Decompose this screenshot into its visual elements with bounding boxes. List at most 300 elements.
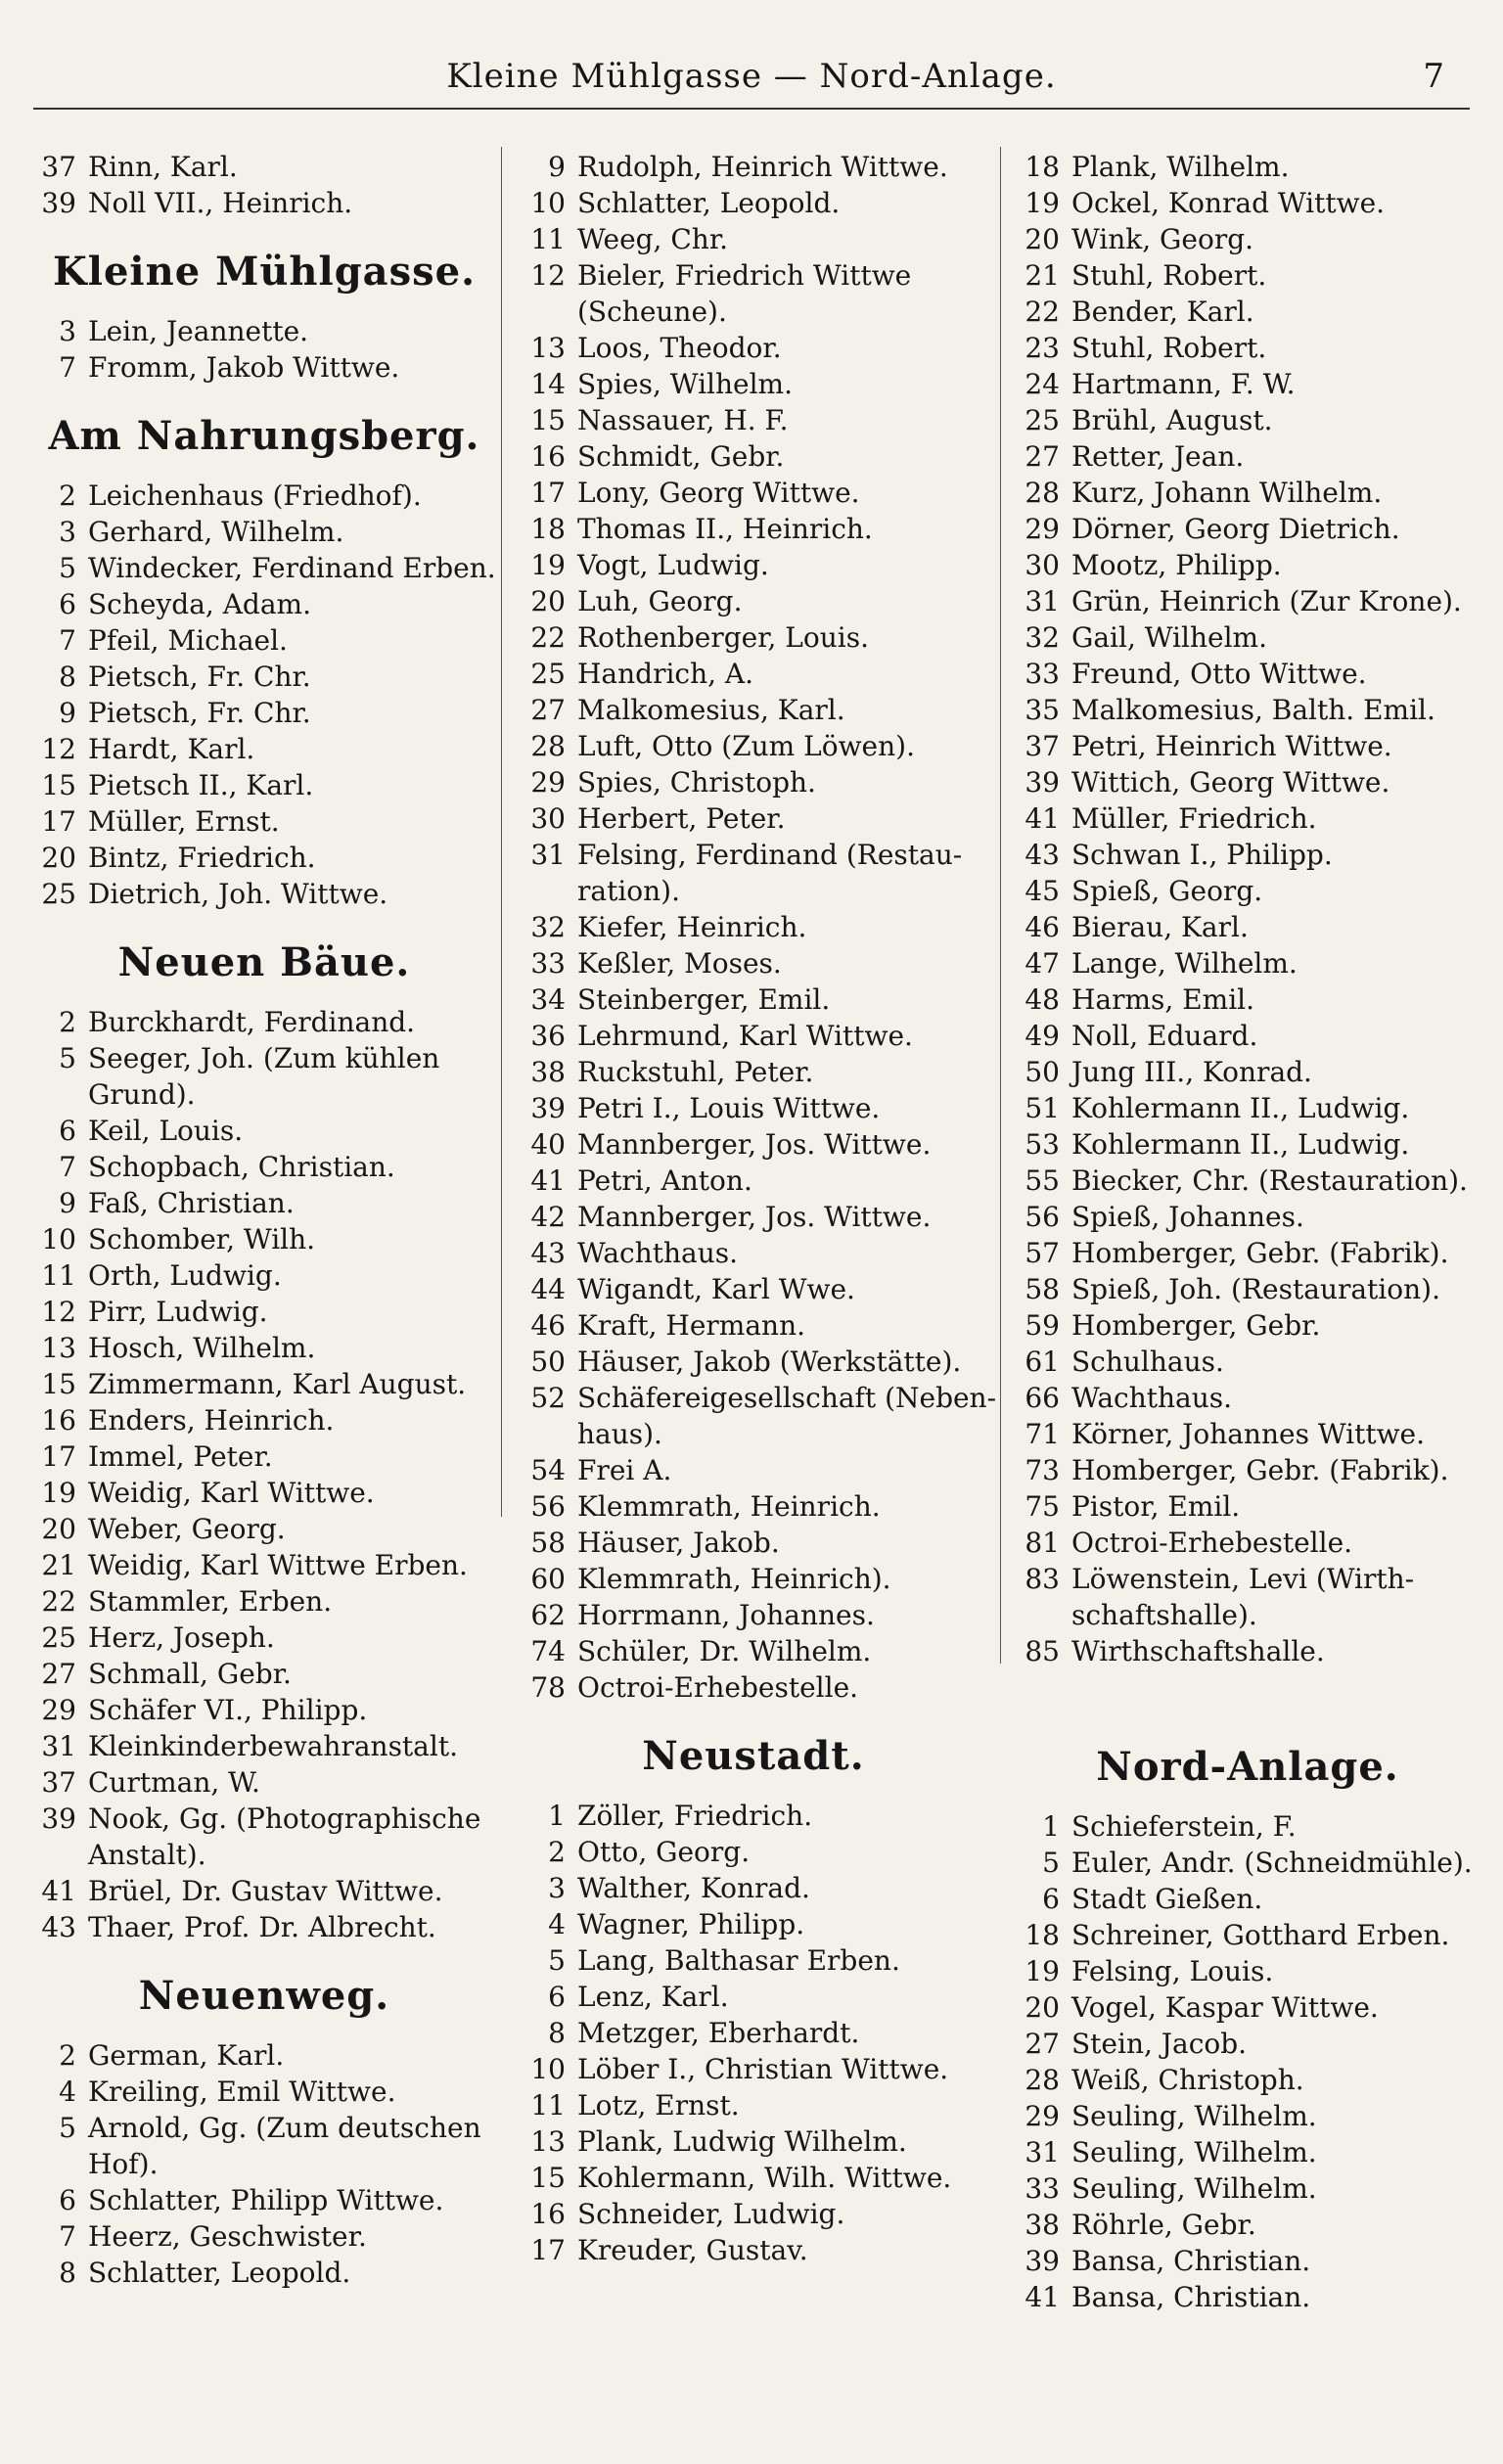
resident-name: Lony, Georg Wittwe. bbox=[577, 477, 860, 509]
resident-name: Brüel, Dr. Gustav Wittwe. bbox=[88, 1875, 443, 1907]
resident-name: Frei A. bbox=[577, 1454, 672, 1486]
resident-name: Herbert, Peter. bbox=[577, 802, 786, 835]
address-entry bbox=[519, 2196, 988, 2232]
address-entry bbox=[519, 2232, 988, 2268]
address-entry bbox=[29, 1475, 499, 1511]
resident-name: Horrmann, Johannes. bbox=[577, 1599, 875, 1631]
house-number: 8 bbox=[59, 661, 76, 693]
address-entry bbox=[29, 1728, 499, 1764]
address-entry bbox=[29, 1764, 499, 1801]
resident-name: Thomas II., Heinrich. bbox=[577, 513, 873, 545]
resident-name: Arnold, Gg. (Zum deutschen bbox=[88, 2112, 481, 2144]
address-entry bbox=[1013, 2098, 1482, 2134]
resident-name: Petri I., Louis Wittwe. bbox=[577, 1092, 881, 1124]
resident-name: Weidig, Karl Wittwe Erben. bbox=[88, 1549, 468, 1581]
resident-name: Rothenberger, Louis. bbox=[577, 621, 870, 654]
house-number: 39 bbox=[41, 187, 76, 219]
address-entry bbox=[1013, 294, 1482, 330]
address-entry bbox=[1013, 2062, 1482, 2098]
house-number: 3 bbox=[59, 516, 76, 548]
house-number: 31 bbox=[530, 839, 566, 871]
house-number: 17 bbox=[530, 477, 566, 509]
resident-name: Seuling, Wilhelm. bbox=[1071, 2136, 1317, 2168]
house-number: 47 bbox=[1025, 947, 1060, 980]
house-number: 53 bbox=[1025, 1128, 1060, 1161]
house-number: 17 bbox=[530, 2234, 566, 2266]
resident-name: Mannberger, Jos. Wittwe. bbox=[577, 1128, 932, 1161]
resident-name: Hartmann, F. W. bbox=[1071, 368, 1296, 400]
address-entry bbox=[1013, 402, 1482, 438]
resident-name: Schäfer VI., Philipp. bbox=[88, 1694, 368, 1726]
address-entry bbox=[1013, 1561, 1482, 1597]
house-number: 58 bbox=[1025, 1273, 1060, 1305]
house-number: 28 bbox=[1025, 477, 1060, 509]
address-entry bbox=[29, 1040, 499, 1076]
address-entry bbox=[519, 1344, 988, 1380]
house-number: 2 bbox=[59, 1006, 76, 1038]
house-number: 5 bbox=[59, 1042, 76, 1074]
street-heading: Am Nahrungsberg. bbox=[48, 413, 480, 459]
resident-name: Hof). bbox=[88, 2148, 159, 2180]
address-entry bbox=[519, 1525, 988, 1561]
resident-name: Schreiner, Gotthard Erben. bbox=[1071, 1919, 1450, 1951]
address-entry bbox=[519, 149, 988, 185]
address-entry bbox=[1013, 728, 1482, 764]
address-entry bbox=[29, 731, 499, 767]
resident-name: Burckhardt, Ferdinand. bbox=[88, 1006, 416, 1038]
resident-name: Müller, Friedrich. bbox=[1071, 802, 1317, 835]
address-entry bbox=[519, 1633, 988, 1669]
address-entry bbox=[29, 149, 499, 185]
house-number: 33 bbox=[1025, 658, 1060, 690]
house-number: 27 bbox=[41, 1658, 76, 1690]
house-number bbox=[29, 1076, 88, 1113]
street-heading: Kleine Mühlgasse. bbox=[53, 249, 476, 295]
address-entry bbox=[1013, 909, 1482, 945]
resident-name: Wink, Georg. bbox=[1071, 223, 1254, 255]
address-entry bbox=[29, 2074, 499, 2110]
address-entry bbox=[1013, 1163, 1482, 1199]
house-number: 18 bbox=[530, 513, 566, 545]
resident-name: Weber, Georg. bbox=[88, 1513, 286, 1545]
resident-name: Pfeil, Michael. bbox=[88, 624, 288, 657]
resident-name: Kohlermann II., Ludwig. bbox=[1071, 1092, 1410, 1124]
house-number: 48 bbox=[1025, 983, 1060, 1016]
house-number: 6 bbox=[548, 1981, 566, 2013]
resident-name: Homberger, Gebr. bbox=[1071, 1309, 1321, 1342]
resident-name: Pietsch, Fr. Chr. bbox=[88, 697, 311, 729]
resident-name: Metzger, Eberhardt. bbox=[577, 2017, 860, 2049]
resident-name: Spieß, Georg. bbox=[1071, 875, 1263, 907]
resident-name: Jung III., Konrad. bbox=[1071, 1056, 1312, 1088]
resident-name: Körner, Johannes Wittwe. bbox=[1071, 1418, 1426, 1450]
house-number: 83 bbox=[1025, 1563, 1060, 1595]
address-entry bbox=[29, 185, 499, 221]
house-number: 7 bbox=[59, 624, 76, 657]
address-entry bbox=[29, 313, 499, 349]
house-number: 27 bbox=[1025, 440, 1060, 473]
house-number: 2 bbox=[548, 1836, 566, 1868]
address-entry bbox=[29, 695, 499, 731]
house-number: 37 bbox=[41, 151, 76, 183]
resident-name: Häuser, Jakob. bbox=[577, 1527, 780, 1559]
house-number: 21 bbox=[1025, 259, 1060, 292]
address-entry bbox=[29, 1801, 499, 1837]
house-number: 13 bbox=[530, 332, 566, 364]
resident-name: Plank, Wilhelm. bbox=[1071, 151, 1290, 183]
resident-name: Bansa, Christian. bbox=[1071, 2281, 1311, 2313]
address-entry bbox=[519, 1906, 988, 1942]
house-number: 10 bbox=[41, 1223, 76, 1255]
resident-name: Pietsch, Fr. Chr. bbox=[88, 661, 311, 693]
address-entry bbox=[519, 511, 988, 547]
address-entry bbox=[1013, 1452, 1482, 1488]
address-entry bbox=[29, 840, 499, 876]
house-number bbox=[29, 1837, 88, 1873]
house-number: 25 bbox=[41, 878, 76, 910]
resident-name: Vogel, Kaspar Wittwe. bbox=[1071, 1991, 1379, 2024]
house-number: 38 bbox=[530, 1056, 566, 1088]
resident-name: Kurz, Johann Wilhelm. bbox=[1071, 477, 1383, 509]
column-divider-left bbox=[501, 147, 502, 1517]
house-number: 15 bbox=[530, 2162, 566, 2194]
address-entry bbox=[29, 767, 499, 803]
resident-name: Otto, Georg. bbox=[577, 1836, 751, 1868]
address-entry bbox=[1013, 1989, 1482, 2026]
house-number: 38 bbox=[1025, 2209, 1060, 2241]
address-entry bbox=[29, 478, 499, 514]
house-number: 18 bbox=[1025, 151, 1060, 183]
page-number: 7 bbox=[1423, 57, 1444, 96]
house-number: 19 bbox=[1025, 187, 1060, 219]
house-number: 75 bbox=[1025, 1490, 1060, 1523]
resident-name: Felsing, Louis. bbox=[1071, 1955, 1274, 1987]
address-entry bbox=[519, 2123, 988, 2160]
resident-name: Grund). bbox=[88, 1078, 196, 1111]
resident-name: Felsing, Ferdinand (Restau- bbox=[577, 839, 963, 871]
address-entry bbox=[519, 945, 988, 981]
address-entry bbox=[1013, 656, 1482, 692]
resident-name: Gerhard, Wilhelm. bbox=[88, 516, 344, 548]
address-entry bbox=[519, 2160, 988, 2196]
resident-name: Malkomesius, Karl. bbox=[577, 694, 845, 726]
address-entry bbox=[1013, 2279, 1482, 2315]
address-entry bbox=[519, 1561, 988, 1597]
house-number: 11 bbox=[41, 1259, 76, 1292]
house-number: 29 bbox=[41, 1694, 76, 1726]
resident-name: Schmidt, Gebr. bbox=[577, 440, 785, 473]
resident-name: Hardt, Karl. bbox=[88, 733, 255, 765]
resident-name: Walther, Konrad. bbox=[577, 1872, 810, 1904]
house-number: 15 bbox=[41, 769, 76, 801]
resident-name: Lange, Wilhelm. bbox=[1071, 947, 1298, 980]
address-entry bbox=[1013, 438, 1482, 475]
address-entry bbox=[519, 1271, 988, 1307]
resident-name: Noll, Eduard. bbox=[1071, 1020, 1258, 1052]
address-entry bbox=[1013, 1881, 1482, 1917]
address-entry bbox=[1013, 1090, 1482, 1126]
house-number: 3 bbox=[548, 1872, 566, 1904]
house-number: 66 bbox=[1025, 1382, 1060, 1414]
resident-name: Bieler, Friedrich Wittwe bbox=[577, 259, 912, 292]
address-entry bbox=[29, 2218, 499, 2255]
house-number: 29 bbox=[530, 766, 566, 799]
house-number: 6 bbox=[59, 1115, 76, 1147]
resident-name: Steinberger, Emil. bbox=[577, 983, 831, 1016]
header-rule bbox=[33, 108, 1470, 110]
resident-name: Rudolph, Heinrich Wittwe. bbox=[577, 151, 948, 183]
resident-name: Lein, Jeannette. bbox=[88, 315, 309, 347]
house-number: 29 bbox=[1025, 513, 1060, 545]
house-number: 16 bbox=[530, 2198, 566, 2230]
address-entry bbox=[519, 1979, 988, 2015]
resident-name: Faß, Christian. bbox=[88, 1187, 295, 1219]
address-entry bbox=[1013, 1344, 1482, 1380]
house-number: 33 bbox=[1025, 2172, 1060, 2205]
section-spacer bbox=[1013, 1669, 1482, 1716]
entry-continuation bbox=[29, 2146, 499, 2182]
house-number: 13 bbox=[41, 1332, 76, 1364]
house-number: 20 bbox=[530, 585, 566, 617]
house-number: 9 bbox=[548, 151, 566, 183]
address-entry bbox=[29, 2255, 499, 2291]
resident-name: Röhrle, Gebr. bbox=[1071, 2209, 1256, 2241]
resident-name: Homberger, Gebr. (Fabrik). bbox=[1071, 1454, 1449, 1486]
address-entry bbox=[519, 1798, 988, 1834]
entry-continuation bbox=[519, 294, 988, 330]
address-entry bbox=[29, 1402, 499, 1438]
house-number: 19 bbox=[41, 1477, 76, 1509]
address-entry bbox=[519, 330, 988, 366]
resident-name: Schlatter, Philipp Wittwe. bbox=[88, 2184, 444, 2216]
address-entry bbox=[519, 1488, 988, 1525]
address-entry bbox=[519, 547, 988, 583]
address-entry bbox=[1013, 185, 1482, 221]
address-entry bbox=[29, 803, 499, 840]
resident-name: Luh, Georg. bbox=[577, 585, 743, 617]
address-entry bbox=[519, 1054, 988, 1090]
house-number: 37 bbox=[41, 1766, 76, 1799]
house-number: 81 bbox=[1025, 1527, 1060, 1559]
house-number: 37 bbox=[1025, 730, 1060, 762]
resident-name: Weiß, Christoph. bbox=[1071, 2064, 1304, 2096]
house-number: 24 bbox=[1025, 368, 1060, 400]
house-number: 4 bbox=[548, 1908, 566, 1940]
address-entry bbox=[1013, 873, 1482, 909]
address-entry bbox=[1013, 837, 1482, 873]
resident-name: Schmall, Gebr. bbox=[88, 1658, 292, 1690]
resident-name: Handrich, A. bbox=[577, 658, 754, 690]
address-entry bbox=[29, 550, 499, 586]
resident-name: Brühl, August. bbox=[1071, 404, 1273, 436]
house-number: 71 bbox=[1025, 1418, 1060, 1450]
entry-continuation bbox=[519, 1416, 988, 1452]
address-entry bbox=[519, 2051, 988, 2087]
address-entry bbox=[1013, 1018, 1482, 1054]
house-number: 28 bbox=[1025, 2064, 1060, 2096]
house-number: 39 bbox=[530, 1092, 566, 1124]
house-number: 85 bbox=[1025, 1635, 1060, 1667]
street-heading: Nord-Anlage. bbox=[1096, 1744, 1399, 1790]
resident-name: Freund, Otto Wittwe. bbox=[1071, 658, 1367, 690]
resident-name: Plank, Ludwig Wilhelm. bbox=[577, 2125, 907, 2158]
address-entry bbox=[29, 1113, 499, 1149]
address-entry bbox=[1013, 1054, 1482, 1090]
resident-name: Schwan I., Philipp. bbox=[1071, 839, 1333, 871]
house-number: 60 bbox=[530, 1563, 566, 1595]
house-number: 10 bbox=[530, 187, 566, 219]
address-entry bbox=[519, 728, 988, 764]
address-entry bbox=[29, 1366, 499, 1402]
house-number: 25 bbox=[1025, 404, 1060, 436]
resident-name: Petri, Heinrich Wittwe. bbox=[1071, 730, 1392, 762]
house-number: 31 bbox=[41, 1730, 76, 1762]
resident-name: Bierau, Karl. bbox=[1071, 911, 1249, 943]
address-entry bbox=[29, 1004, 499, 1040]
house-number: 39 bbox=[1025, 2245, 1060, 2277]
house-number: 15 bbox=[530, 404, 566, 436]
house-number: 22 bbox=[41, 1585, 76, 1618]
house-number: 5 bbox=[548, 1944, 566, 1977]
address-entry bbox=[519, 2015, 988, 2051]
resident-name: Herz, Joseph. bbox=[88, 1621, 275, 1654]
address-entry bbox=[29, 1583, 499, 1620]
house-number: 41 bbox=[41, 1875, 76, 1907]
resident-name: Harms, Emil. bbox=[1071, 983, 1255, 1016]
address-entry bbox=[519, 1834, 988, 1870]
column-2 bbox=[519, 149, 997, 2268]
house-number bbox=[519, 873, 577, 909]
house-number: 2 bbox=[59, 2039, 76, 2072]
address-entry bbox=[519, 402, 988, 438]
resident-name: Grün, Heinrich (Zur Krone). bbox=[1071, 585, 1462, 617]
address-entry bbox=[1013, 1953, 1482, 1989]
resident-name: Pistor, Emil. bbox=[1071, 1490, 1241, 1523]
page-header bbox=[0, 57, 1503, 115]
address-entry bbox=[1013, 149, 1482, 185]
house-number: 46 bbox=[1025, 911, 1060, 943]
resident-name: Scheyda, Adam. bbox=[88, 588, 311, 620]
house-number: 20 bbox=[41, 842, 76, 874]
resident-name: Pirr, Ludwig. bbox=[88, 1296, 268, 1328]
resident-name: Biecker, Chr. (Restauration). bbox=[1071, 1164, 1468, 1197]
address-entry bbox=[1013, 945, 1482, 981]
house-number: 78 bbox=[530, 1671, 566, 1704]
house-number: 19 bbox=[530, 549, 566, 581]
address-entry bbox=[1013, 221, 1482, 257]
house-number: 28 bbox=[530, 730, 566, 762]
house-number: 41 bbox=[530, 1164, 566, 1197]
house-number: 7 bbox=[59, 351, 76, 384]
address-entry bbox=[519, 909, 988, 945]
address-entry bbox=[1013, 1199, 1482, 1235]
resident-name: Hosch, Wilhelm. bbox=[88, 1332, 316, 1364]
resident-name: Kraft, Hermann. bbox=[577, 1309, 805, 1342]
house-number: 9 bbox=[59, 1187, 76, 1219]
house-number: 25 bbox=[530, 658, 566, 690]
resident-name: Kreiling, Emil Wittwe. bbox=[88, 2076, 396, 2108]
resident-name: Nassauer, H. F. bbox=[577, 404, 789, 436]
resident-name: Orth, Ludwig. bbox=[88, 1259, 282, 1292]
resident-name: Thaer, Prof. Dr. Albrecht. bbox=[88, 1911, 436, 1943]
house-number: 74 bbox=[530, 1635, 566, 1667]
house-number: 35 bbox=[1025, 694, 1060, 726]
resident-name: Schopbach, Christian. bbox=[88, 1151, 395, 1183]
house-number: 43 bbox=[530, 1237, 566, 1269]
resident-name: Vogt, Ludwig. bbox=[577, 549, 769, 581]
resident-name: Stadt Gießen. bbox=[1071, 1883, 1263, 1915]
resident-name: Wagner, Philipp. bbox=[577, 1908, 805, 1940]
house-number: 54 bbox=[530, 1454, 566, 1486]
resident-name: Zimmermann, Karl August. bbox=[88, 1368, 467, 1400]
address-entry bbox=[29, 2182, 499, 2218]
house-number: 50 bbox=[530, 1346, 566, 1378]
resident-name: Wachthaus. bbox=[1071, 1382, 1233, 1414]
house-number: 17 bbox=[41, 1440, 76, 1473]
address-entry bbox=[1013, 800, 1482, 837]
resident-name: Pietsch II., Karl. bbox=[88, 769, 314, 801]
address-entry bbox=[1013, 1235, 1482, 1271]
resident-name: Schneider, Ludwig. bbox=[577, 2198, 845, 2230]
house-number: 20 bbox=[41, 1513, 76, 1545]
address-entry bbox=[519, 1018, 988, 1054]
resident-name: Stuhl, Robert. bbox=[1071, 259, 1267, 292]
house-number: 20 bbox=[1025, 1991, 1060, 2024]
address-entry bbox=[519, 221, 988, 257]
address-entry bbox=[519, 1126, 988, 1163]
address-entry bbox=[519, 475, 988, 511]
address-entry bbox=[519, 438, 988, 475]
house-number: 17 bbox=[41, 805, 76, 838]
resident-name: Schieferstein, F. bbox=[1071, 1810, 1297, 1843]
house-number: 32 bbox=[530, 911, 566, 943]
house-number: 32 bbox=[1025, 621, 1060, 654]
resident-name: Noll VII., Heinrich. bbox=[88, 187, 353, 219]
house-number: 2 bbox=[59, 479, 76, 512]
street-heading: Neustadt. bbox=[642, 1733, 865, 1779]
address-entry bbox=[519, 800, 988, 837]
address-entry bbox=[1013, 1271, 1482, 1307]
house-number: 8 bbox=[59, 2257, 76, 2289]
address-entry bbox=[29, 1185, 499, 1221]
resident-name: Zöller, Friedrich. bbox=[577, 1800, 813, 1832]
resident-name: Schlatter, Leopold. bbox=[577, 187, 841, 219]
address-entry bbox=[1013, 2207, 1482, 2243]
house-number: 3 bbox=[59, 315, 76, 347]
address-entry bbox=[519, 1163, 988, 1199]
house-number: 13 bbox=[530, 2125, 566, 2158]
house-number: 22 bbox=[530, 621, 566, 654]
resident-name: Stuhl, Robert. bbox=[1071, 332, 1267, 364]
house-number: 8 bbox=[548, 2017, 566, 2049]
resident-name: Mootz, Philipp. bbox=[1071, 549, 1282, 581]
resident-name: Enders, Heinrich. bbox=[88, 1404, 335, 1437]
address-entry bbox=[1013, 330, 1482, 366]
resident-name: Petri, Anton. bbox=[577, 1164, 752, 1197]
address-entry bbox=[1013, 1525, 1482, 1561]
house-number: 6 bbox=[59, 588, 76, 620]
address-entry bbox=[519, 692, 988, 728]
house-number: 12 bbox=[530, 259, 566, 292]
resident-name: Ruckstuhl, Peter. bbox=[577, 1056, 814, 1088]
resident-name: Keßler, Moses. bbox=[577, 947, 782, 980]
resident-name: Bintz, Friedrich. bbox=[88, 842, 316, 874]
resident-name: Schulhaus. bbox=[1071, 1346, 1224, 1378]
entry-continuation bbox=[29, 1076, 499, 1113]
resident-name: Kohlermann, Wilh. Wittwe. bbox=[577, 2162, 952, 2194]
address-entry bbox=[519, 1942, 988, 1979]
address-entry bbox=[29, 1330, 499, 1366]
